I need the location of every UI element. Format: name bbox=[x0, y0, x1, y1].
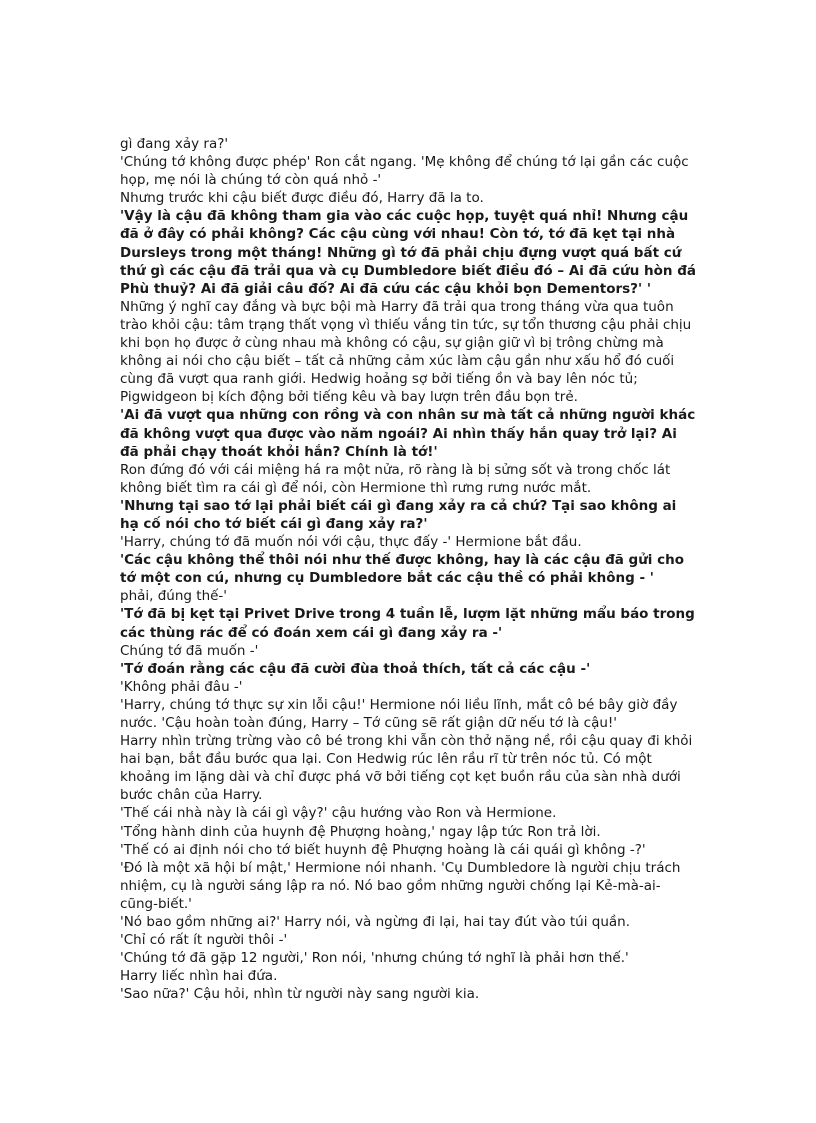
paragraph: Nhưng trước khi cậu biết được điều đó, Harry đã la to. bbox=[120, 190, 484, 207]
paragraph: 'Chúng tớ không được phép' Ron cắt ngang. 'Mẹ không để chúng tớ lại gần các cuộc họp, mẹ nói là chúng tớ còn quá nhỏ -' bbox=[120, 154, 689, 189]
paragraph: 'Chúng tớ đã gặp 12 người,' Ron nói, 'nhưng chúng tớ nghĩ là phải hơn thế.' bbox=[120, 950, 629, 967]
paragraph: 'Chỉ có rất ít người thôi -' bbox=[120, 932, 288, 949]
paragraph: 'Các cậu không thể thôi nói như thế được không, hay là các cậu đã gửi cho tớ một con cú, nhưng cụ Dumbledore bắt các cậu thề có phải không - ' bbox=[120, 552, 685, 587]
paragraph: Những ý nghĩ cay đắng và bực bội mà Harry đã trải qua trong tháng vừa qua tuôn trào khỏi cậu: tâm trạng thất vọng vì thiếu vắng tin tức, sự tổn thương cậu phải chịu khi bọn họ được ở cùng nhau mà không có cậu, sự giận giữ vì bị trông chừng mà không ai nói cho cậu biết – tất cả những cảm xúc làm cậu gần như xấu hổ đó cuối cùng đã vượt qua ranh giới. Hedwig hoảng sợ bởi tiếng ồn và bay lên nóc tủ; Pigwidgeon bị kích động bởi tiếng kêu và bay lượn trên đầu bọn trẻ. bbox=[120, 298, 692, 406]
paragraph: Chúng tớ đã muốn -' bbox=[120, 642, 259, 659]
paragraph: 'Sao nữa?' Cậu hỏi, nhìn từ người này sang người kia. bbox=[120, 986, 480, 1003]
paragraph: 'Không phải đâu -' bbox=[120, 678, 243, 695]
document-page bbox=[120, 135, 698, 1004]
paragraph: 'Nó bao gồm những ai?' Harry nói, và ngừng đi lại, hai tay đút vào túi quần. bbox=[120, 914, 631, 931]
paragraph: 'Tổng hành dinh của huynh đệ Phượng hoàng,' ngay lập tức Ron trả lời. bbox=[120, 823, 601, 840]
paragraph: 'Tớ đoán rằng các cậu đã cười đùa thoả thích, tất cả các cậu -' bbox=[120, 660, 591, 677]
paragraph: 'Đó là một xã hội bí mật,' Hermione nói nhanh. 'Cụ Dumbledore là người chịu trách nhiệm, cụ là người sáng lập ra nó. Nó bao gồm những người chống lại Kẻ-mà-ai-cũng-biết.' bbox=[120, 859, 681, 912]
paragraph: Ron đứng đó với cái miệng há ra một nửa, rõ ràng là bị sửng sốt và trong chốc lát không biết tìm ra cái gì để nói, còn Hermione thì rưng rưng nước mắt. bbox=[120, 461, 671, 496]
paragraph: 'Tớ đã bị kẹt tại Privet Drive trong 4 tuần lễ, lượm lặt những mẩu báo trong các thùng rác để có đoán xem cái gì đang xảy ra -' bbox=[120, 606, 695, 641]
paragraph: 'Thế có ai định nói cho tớ biết huynh đệ Phượng hoàng là cái quái gì không -?' bbox=[120, 841, 646, 858]
paragraph: 'Thế cái nhà này là cái gì vậy?' cậu hướng vào Ron và Hermione. bbox=[120, 805, 557, 822]
paragraph: gì đang xảy ra?' bbox=[120, 136, 229, 152]
paragraph: 'Nhưng tại sao tớ lại phải biết cái gì đang xảy ra cả chứ? Tại sao không ai hạ cố nói cho tớ biết cái gì đang xảy ra?' bbox=[120, 497, 677, 532]
paragraph: 'Harry, chúng tớ thực sự xin lỗi cậu!' Hermione nói liều lĩnh, mắt cô bé bây giờ đầy nước. 'Cậu hoàn toàn đúng, Harry – Tớ cũng sẽ rất giận dữ nếu tớ là cậu!' bbox=[120, 696, 678, 731]
paragraph: 'Ai đã vượt qua những con rồng và con nhân sư mà tất cả những người khác đã không vượt qua được vào năm ngoái? Ai nhìn thấy hắn quay trở lại? Ai đã phải chạy thoát khỏi hắn? Chính là tớ!' bbox=[120, 407, 696, 460]
paragraph: 'Vậy là cậu đã không tham gia vào các cuộc họp, tuyệt quá nhỉ! Nhưng cậu đã ở đây có phải không? Các cậu cùng với nhau! Còn tớ, tớ đã kẹt tại nhà Dursleys trong một tháng! Những gì tớ đã phải chịu đựng vượt quá bất cứ thứ gì các cậu đã trải qua và cụ Dumbledore biết điều đó – Ai đã cứu hòn đá Phù thuỷ? Ai đã giải câu đố? Ai đã cứu các cậu khỏi bọn Dementors?' ' bbox=[120, 208, 697, 297]
paragraph: Harry nhìn trừng trừng vào cô bé trong khi vẫn còn thở nặng nề, rồi cậu quay đi khỏi hai bạn, bắt đầu bước qua lại. Con Hedwig rúc lên rầu rĩ từ trên nóc tủ. Có một khoảng im lặng dài và chỉ được phá vỡ bởi tiếng cọt kẹt buồn rầu của sàn nhà dưới bước chân của Harry. bbox=[120, 733, 693, 804]
paragraph: Harry liếc nhìn hai đứa. bbox=[120, 968, 278, 985]
paragraph: 'Harry, chúng tớ đã muốn nói với cậu, thực đấy -' Hermione bắt đầu. bbox=[120, 534, 582, 551]
paragraph: phải, đúng thế-' bbox=[120, 588, 228, 605]
